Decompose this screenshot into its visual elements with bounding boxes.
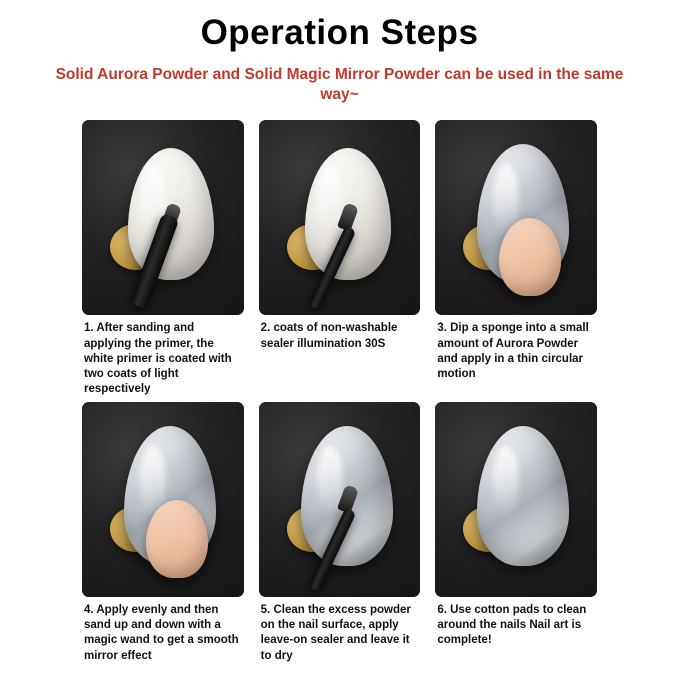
- step-card-3: [435, 120, 597, 397]
- steps-grid: [82, 120, 597, 664]
- step-caption-5: 5. Clean the excess powder on the nail surface, apply leave-on sealer and leave it to dry: [260, 603, 411, 662]
- step-image-2: [259, 120, 421, 315]
- page-subtitle: Solid Aurora Powder and Solid Magic Mirror Powder can be used in the same way~: [55, 65, 624, 104]
- step-caption-3: 3. Dip a sponge into a small amount of Aurora Powder and apply in a thin circular motion: [437, 322, 589, 381]
- step-image-4: [82, 402, 244, 597]
- step-caption-4: 4. Apply evenly and then sand up and down with a magic wand to get a smooth mirror effect: [84, 603, 239, 662]
- step-caption-2: 2. coats of non-washable sealer illumination 30S: [260, 322, 398, 350]
- step-card-1: [82, 120, 244, 397]
- step-image-3: [435, 120, 597, 315]
- step-caption-1: 1. After sanding and applying the primer, the white primer is coated with two coats of light respectively: [84, 322, 232, 396]
- step-image-1: [82, 120, 244, 315]
- operation-steps-page: [0, 14, 679, 693]
- sponge-applicator-icon: [499, 218, 561, 296]
- step-card-4: [82, 402, 244, 664]
- step-image-5: [259, 402, 421, 597]
- step-caption-6: 6. Use cotton pads to clean around the nails Nail art is complete!: [437, 603, 587, 647]
- step-card-5: [259, 402, 421, 664]
- step-card-6: [435, 402, 597, 664]
- step-image-6: [435, 402, 597, 597]
- step-card-2: [259, 120, 421, 397]
- page-title: Operation Steps: [200, 13, 479, 52]
